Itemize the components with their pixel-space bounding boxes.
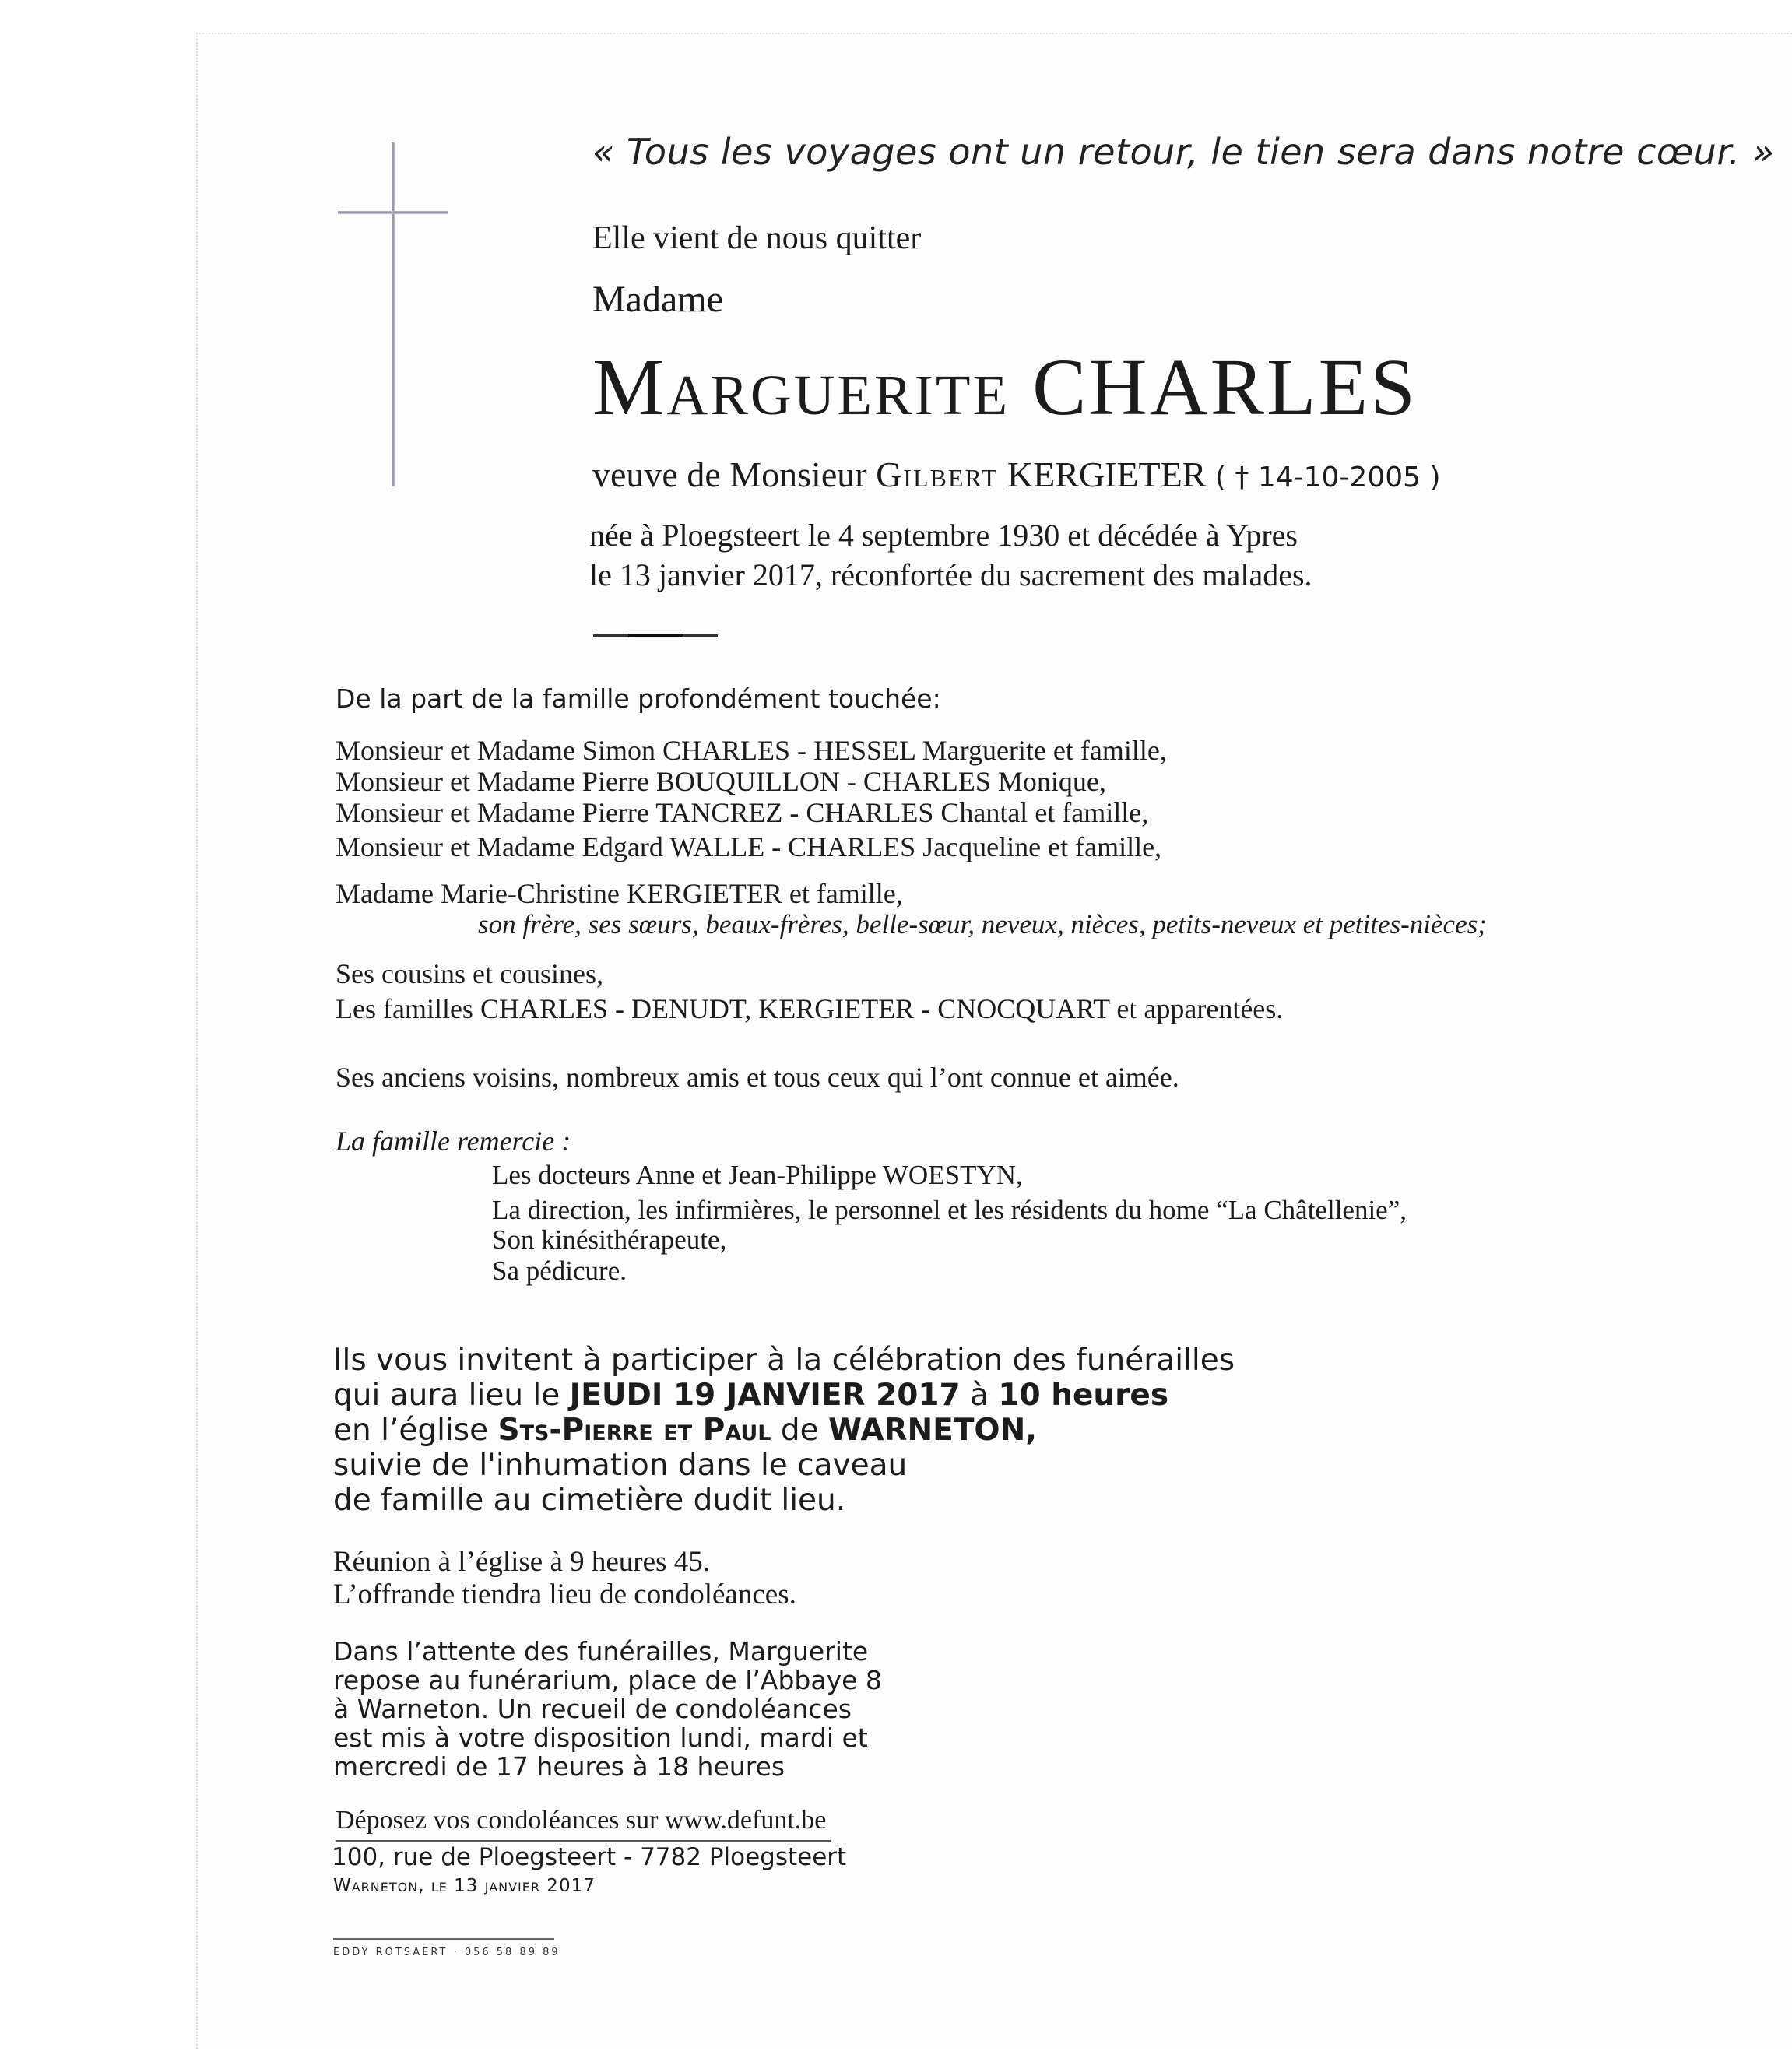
thanks-title: La famille remercie : [336, 1126, 571, 1157]
cross-icon-bar [338, 211, 448, 214]
family-intro: De la part de la famille profondément touchée: [336, 683, 941, 714]
widow-first-name: Gilbert [876, 455, 999, 494]
rest-line: Dans l’attente des funérailles, Marguerite [333, 1636, 869, 1666]
address: 100, rue de Ploegsteert - 7782 Ploegsteert [332, 1843, 847, 1871]
rest-line: est mis à votre disposition lundi, mardi et [333, 1723, 868, 1753]
rest-line: à Warneton. Un recueil de condoléances [333, 1694, 852, 1724]
condolence-website-link[interactable]: Déposez vos condoléances sur www.defunt.be [336, 1806, 831, 1842]
relatives-line: son frère, ses sœurs, beaux-frères, belle-sœur, neveux, nièces, petits-neveux et petites-nièces; [478, 909, 1487, 939]
family-line: Madame Marie-Christine KERGIETER et famille, [336, 878, 903, 909]
place-date: Warneton, le 13 janvier 2017 [333, 1876, 596, 1896]
intro-text: Elle vient de nous quitter [592, 220, 922, 256]
printer-rule [333, 1938, 554, 1940]
quote: « Tous les voyages ont un retour, le tien sera dans notre cœur. » [592, 131, 1775, 173]
neighbours-line: Ses anciens voisins, nombreux amis et tous ceux qui l’ont connue et aimée. [336, 1062, 1179, 1093]
invitation-line: Ils vous invitent à participer à la célébration des funérailles [333, 1343, 1235, 1378]
thanks-line: Les docteurs Anne et Jean-Philippe WOESTYN, [492, 1160, 1023, 1190]
deceased-name [592, 341, 1418, 434]
town-name: WARNETON, [828, 1413, 1038, 1448]
invitation-church-line: en l’église Sts-Pierre et Paul de WARNETON, [333, 1413, 1038, 1448]
funeral-time: 10 heures [998, 1378, 1169, 1413]
widow-last-name: KERGIETER [1007, 455, 1207, 494]
widow-line [592, 454, 1441, 495]
printer-credit: EDDY ROTSAERT · 056 58 89 89 [333, 1947, 560, 1958]
cross-icon [392, 142, 395, 486]
widow-prefix: veuve de Monsieur [592, 455, 867, 494]
invitation-line: de famille au cimetière dudit lieu. [333, 1483, 846, 1518]
invitation-line: suivie de l'inhumation dans le caveau [333, 1448, 908, 1483]
funeral-date: JEUDI 19 JANVIER 2017 [569, 1378, 961, 1413]
offering-line: L’offrande tiendra lieu de condoléances. [333, 1579, 796, 1610]
widow-date: ( † 14-10-2005 ) [1214, 462, 1441, 493]
thanks-line: Son kinésithérapeute, [492, 1224, 727, 1255]
family-line: Monsieur et Madame Pierre TANCREZ - CHARLES Chantal et famille, [336, 797, 1149, 828]
deceased-first-name: Marguerite [592, 342, 1010, 432]
deceased-last-name: CHARLES [1032, 342, 1418, 432]
honorific: Madame [592, 279, 723, 320]
church-name: Sts-Pierre et Paul [497, 1413, 771, 1448]
families-line: Les familles CHARLES - DENUDT, KERGIETER - CNOCQUART et apparentées. [336, 993, 1284, 1024]
cousins-line: Ses cousins et cousines, [336, 958, 603, 989]
thanks-line: Sa pédicure. [492, 1256, 627, 1286]
invitation-date-line: qui aura lieu le JEUDI 19 JANVIER 2017 à 10 heures [333, 1378, 1169, 1413]
thanks-line: La direction, les infirmières, le personnel et les résidents du home “La Châtellenie”, [492, 1195, 1407, 1225]
family-line: Monsieur et Madame Edgard WALLE - CHARLES Jacqueline et famille, [336, 831, 1162, 862]
rest-line: repose au funérarium, place de l’Abbaye 8 [333, 1665, 882, 1695]
death-line: le 13 janvier 2017, réconfortée du sacrement des malades. [589, 557, 1312, 592]
divider [593, 634, 718, 637]
family-line: Monsieur et Madame Pierre BOUQUILLON - CHARLES Monique, [336, 766, 1106, 797]
meeting-line: Réunion à l’église à 9 heures 45. [333, 1546, 710, 1578]
rest-line: mercredi de 17 heures à 18 heures [333, 1751, 785, 1782]
family-line: Monsieur et Madame Simon CHARLES - HESSEL Marguerite et famille, [336, 735, 1167, 766]
birth-line: née à Ploegsteert le 4 septembre 1930 et décédée à Ypres [589, 518, 1298, 553]
